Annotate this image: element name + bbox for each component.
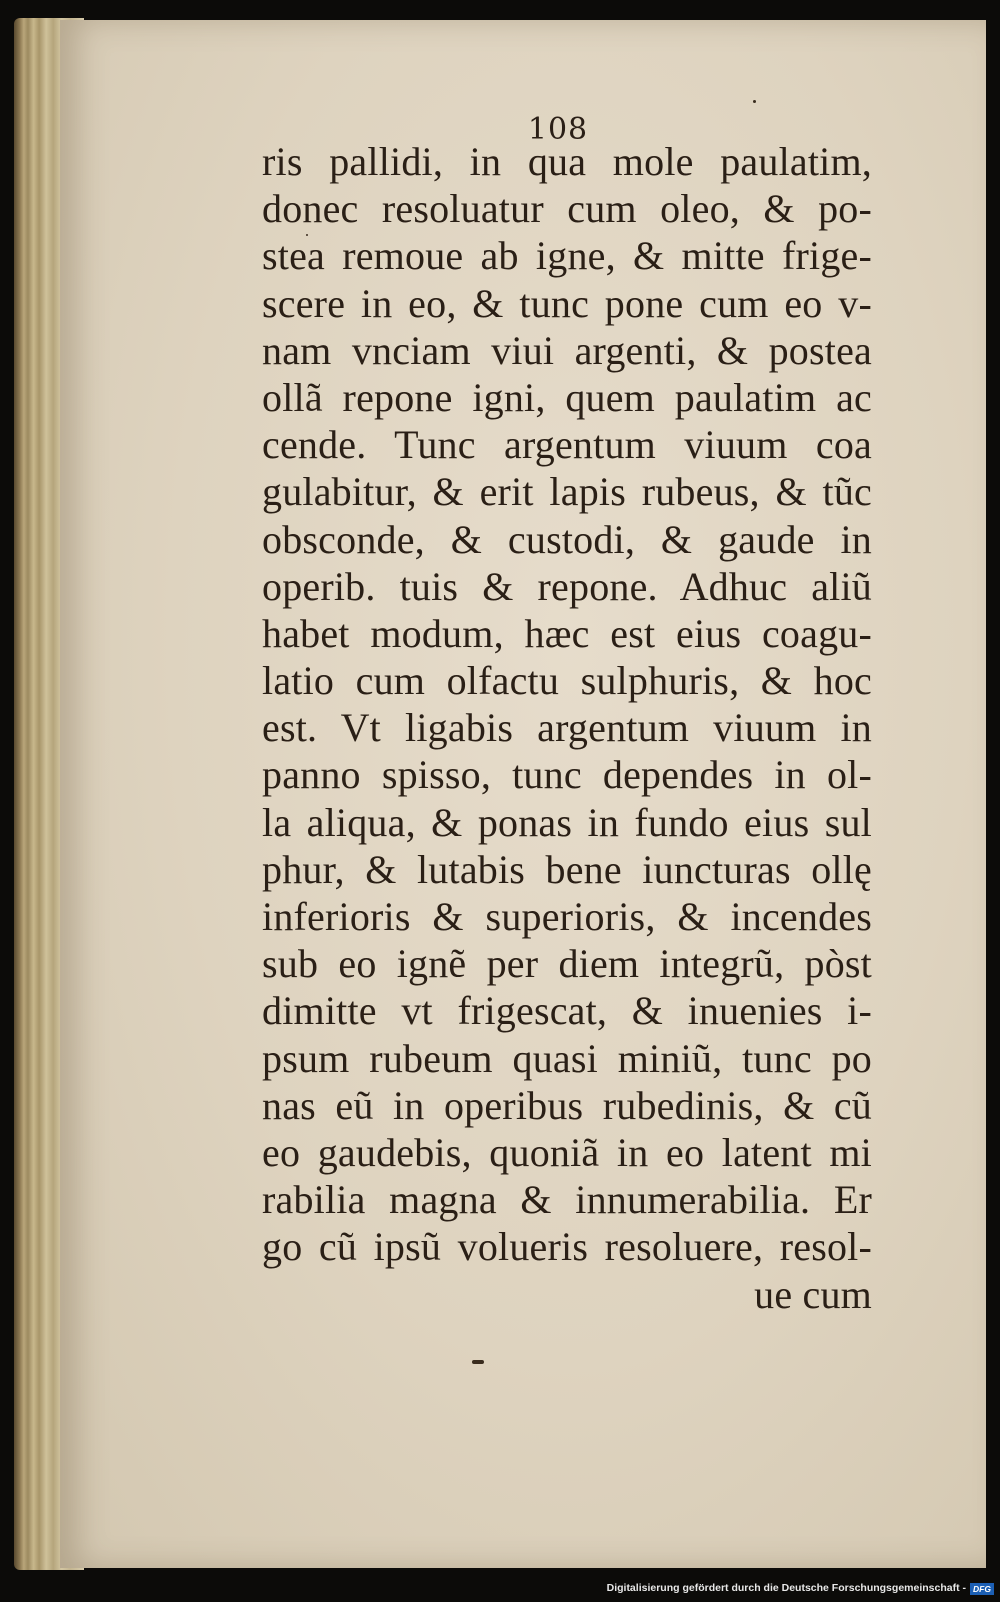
text-line: ollã repone igni, quem paulatim ac bbox=[262, 374, 872, 420]
footer-bar bbox=[0, 1574, 1000, 1602]
text-line: ris pallidi, in qua mole paulatim, bbox=[262, 139, 872, 184]
text-line: operib. tuis & repone. Adhuc aliũ bbox=[262, 563, 872, 609]
text-line: go cũ ipsũ volueris resoluere, resol- bbox=[262, 1224, 872, 1270]
funding-credit: Digitalisierung gefördert durch die Deutsche Forschungsgemeinschaft - bbox=[606, 1582, 966, 1594]
page-number: 108 bbox=[527, 112, 589, 147]
body-text bbox=[262, 138, 872, 1318]
text-line: nam vnciam viui argenti, & postea bbox=[262, 327, 872, 373]
text-line: obsconde, & custodi, & gaude in bbox=[262, 516, 872, 562]
dfg-logo-icon: DFG bbox=[970, 1583, 994, 1595]
text-line: gulabitur, & erit lapis rubeus, & tũc bbox=[262, 469, 872, 515]
text-line: habet modum, hæc est eius coagu- bbox=[262, 610, 872, 656]
text-line: scere in eo, & tunc pone cum eo v- bbox=[262, 280, 872, 326]
text-line: eo gaudebis, quoniã in eo latent mi bbox=[262, 1129, 872, 1175]
text-line: stea remoue ab igne, & mitte frige- bbox=[262, 233, 872, 279]
text-line: psum rubeum quasi miniũ, tunc po bbox=[262, 1035, 872, 1081]
paper-speck bbox=[472, 1360, 484, 1364]
text-line: phur, & lutabis bene iuncturas ollę bbox=[262, 846, 872, 892]
text-line: panno spisso, tunc dependes in ol- bbox=[262, 752, 872, 798]
text-line: la aliqua, & ponas in fundo eius sul bbox=[262, 799, 872, 845]
paper-speck bbox=[753, 100, 756, 103]
text-line: cende. Tunc argentum viuum coa bbox=[262, 422, 872, 468]
catchword: ue cum bbox=[754, 1271, 872, 1317]
text-line: nas eũ in operibus rubedinis, & cũ bbox=[262, 1082, 872, 1128]
text-line: donec resoluatur cum oleo, & po- bbox=[262, 186, 872, 232]
text-line: rabilia magna & innumerabilia. Er bbox=[262, 1177, 872, 1223]
text-line: inferioris & superioris, & incendes bbox=[262, 894, 872, 939]
text-line: est. Vt ligabis argentum viuum in bbox=[262, 705, 872, 751]
text-line: dimitte vt frigescat, & inuenies i- bbox=[262, 988, 872, 1034]
text-line: sub eo ignẽ per diem integrũ, pòst bbox=[262, 941, 872, 987]
text-line: latio cum olfactu sulphuris, & hoc bbox=[262, 658, 872, 704]
